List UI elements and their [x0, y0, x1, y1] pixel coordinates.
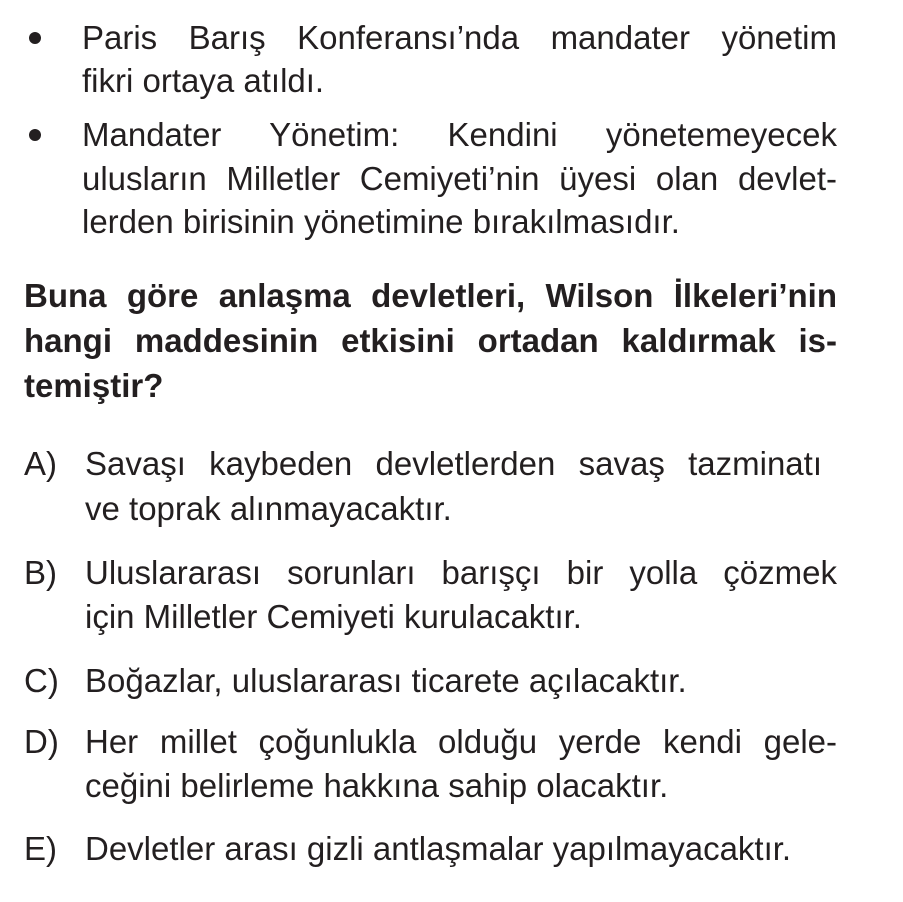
option-a-line-2: ve toprak alınmayacaktır.	[85, 490, 452, 527]
bullet-dot	[29, 129, 41, 141]
bullet-1-line-2: fikri ortaya atıldı.	[82, 62, 325, 99]
bullet-2-line-1: Mandater Yönetim: Kendini yönetemeyecek	[82, 116, 837, 153]
option-d-line-2: ceğini belirleme hakkına sahip olacaktır.	[85, 767, 669, 804]
option-a-line-1: Savaşı kaybeden devletlerden savaş tazminatı	[85, 445, 822, 482]
option-e-line-1: Devletler arası gizli antlaşmalar yapılmayacaktır.	[85, 830, 792, 867]
option-d-line-1: Her millet çoğunlukla olduğu yerde kendi gele-	[85, 723, 837, 760]
option-b-line-2: için Milletler Cemiyeti kurulacaktır.	[85, 598, 582, 635]
bullet-dot	[29, 32, 41, 44]
option-a-letter: A)	[24, 445, 57, 482]
option-e-letter: E)	[24, 830, 57, 867]
question-line-1: Buna göre anlaşma devletleri, Wilson İlkeleri’nin	[24, 277, 837, 314]
option-c-letter: C)	[24, 662, 59, 699]
bullet-2-line-3: lerden birisinin yönetimine bırakılmasıdır.	[82, 203, 680, 240]
option-b-line-1: Uluslararası sorunları barışçı bir yolla çözmek	[85, 554, 837, 591]
bullet-2-line-2: ulusların Milletler Cemiyeti’nin üyesi olan devlet-	[82, 160, 837, 197]
option-b-letter: B)	[24, 554, 57, 591]
bullet-1-line-1: Paris Barış Konferansı’nda mandater yönetim	[82, 19, 837, 56]
question-line-2: hangi maddesinin etkisini ortadan kaldırmak is-	[24, 322, 837, 359]
option-d-letter: D)	[24, 723, 59, 760]
option-c-line-1: Boğazlar, uluslararası ticarete açılacaktır.	[85, 662, 687, 699]
question-line-3: temiştir?	[24, 367, 164, 404]
